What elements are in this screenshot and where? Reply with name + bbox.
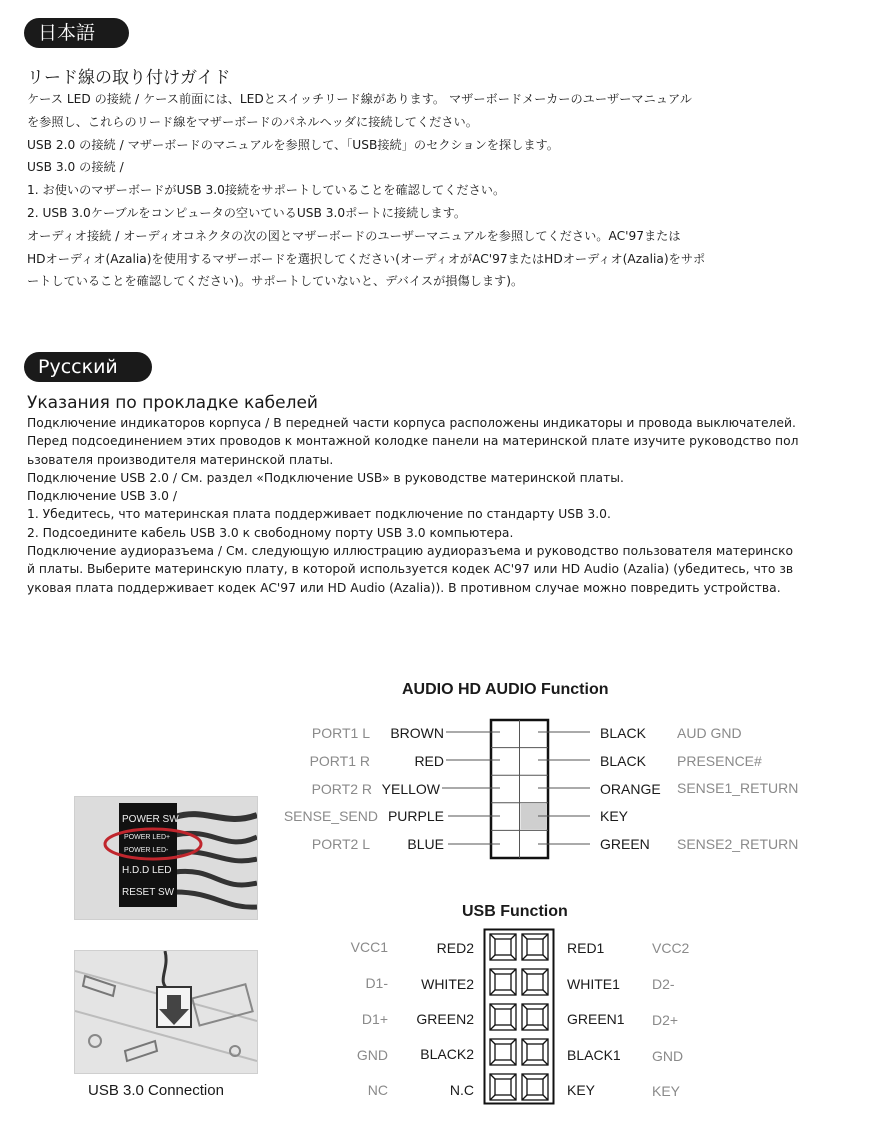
audio-right-wire-color: GREEN (600, 836, 650, 852)
usb-right-wire-color: RED1 (567, 940, 605, 956)
usb-right-signal: VCC2 (652, 940, 690, 956)
key-pin (521, 804, 548, 830)
usb-right-wire-color: GREEN1 (567, 1011, 625, 1027)
instruction-line: 1. お使いのマザーボードがUSB 3.0接続をサポートしていることを確認してください。 (27, 183, 506, 198)
usb-right-signal: KEY (652, 1083, 681, 1099)
usb3-connection-photo (74, 950, 258, 1074)
usb-right-signal: D2+ (652, 1012, 679, 1028)
usb-left-wire-color: GREEN2 (416, 1011, 474, 1027)
instruction-line: USB 3.0 の接続 / (27, 160, 124, 175)
audio-left-signal: PORT2 L (311, 836, 370, 852)
instruction-line: ケース LED の接続 / ケース前面には、LEDとスイッチリード線があります。 マザーボードメーカーのユーザーマニュアル (27, 92, 692, 106)
usb-right-wire-color: BLACK1 (567, 1047, 621, 1063)
audio-right-wire-color: BLACK (600, 753, 646, 769)
language-badge-japanese: 日本語 (24, 18, 129, 48)
audio-left-wire-color: BLUE (407, 836, 444, 852)
instruction-line: ьзователя производителя материнской платы. (27, 452, 334, 467)
instructions-russian (27, 414, 867, 597)
power-sw-label: POWER SW (122, 814, 179, 825)
instruction-line: USB 2.0 の接続 / マザーボードのマニュアルを参照して、「USB接続」のセクションを探します。 (27, 137, 559, 152)
instructions-japanese (27, 88, 867, 293)
audio-right-wire-color: KEY (600, 808, 629, 824)
audio-right-signal: AUD GND (677, 725, 742, 741)
instruction-line: 2. Подсоедините кабель USB 3.0 к свободному порту USB 3.0 компьютера. (27, 525, 514, 540)
instruction-line: ートしていることを確認してください)。サポートしていないと、デバイスが損傷します)。 (27, 274, 524, 289)
section-heading-japanese: リード線の取り付けガイド (27, 68, 231, 88)
power-led-plus-label: POWER LED+ (124, 834, 171, 841)
instruction-line: уковая плата поддерживает кодек AC'97 или HD Audio (Azalia)). В противном случае можно повредить устройства. (27, 580, 781, 595)
usb-right-signal: GND (652, 1048, 684, 1064)
audio-left-wire-color: PURPLE (387, 808, 444, 824)
usb-function-title: USB Function (462, 903, 568, 920)
instruction-line: Подключение индикаторов корпуса / В передней части корпуса расположены индикаторы и провода выключателей. (27, 416, 796, 430)
audio-left-signal: PORT1 L (311, 725, 370, 741)
audio-left-signal: PORT1 R (309, 753, 370, 769)
usb3-connection-caption: USB 3.0 Connection (88, 1082, 224, 1099)
language-badge-russian: Русский (24, 352, 152, 382)
audio-function-title: AUDIO HD AUDIO Function (402, 681, 609, 698)
audio-right-wire-color: ORANGE (600, 781, 661, 797)
instruction-line: を参照し、これらのリード線をマザーボードのパネルヘッダに接続してください。 (27, 114, 478, 129)
reset-sw-label: RESET SW (122, 887, 175, 898)
usb-header-diagram (483, 928, 555, 1106)
audio-right-signal: SENSE1_RETURN (677, 780, 799, 796)
audio-header-diagram (440, 715, 590, 865)
front-panel-connector-illustration (75, 797, 257, 919)
usb-right-signal: D2- (652, 976, 675, 992)
instruction-line: й платы. Выберите материнскую плату, в которой используется кодек AC'97 или HD Audio (Azalia) (убедитесь, что зв (27, 562, 794, 577)
instruction-line: Подключение аудиоразъема / См. следующую иллюстрацию аудиоразъема и руководство пользователя материнско (27, 544, 794, 559)
audio-left-wire-color: RED (414, 753, 444, 769)
usb-right-wire-color: KEY (567, 1082, 596, 1098)
usb-left-signal: GND (356, 1047, 388, 1063)
usb-right-wire-color: WHITE1 (567, 976, 620, 992)
usb-left-wire-color: WHITE2 (421, 976, 474, 992)
instruction-line: HDオーディオ(Azalia)を使用するマザーボードを選択してください(オーディオがAC'97またはHDオーディオ(Azalia)をサポ (27, 251, 706, 266)
usb-left-signal: D1+ (361, 1011, 388, 1027)
usb-left-signal: NC (367, 1082, 388, 1098)
audio-right-signal: PRESENCE# (677, 753, 762, 769)
usb-left-signal: VCC1 (350, 939, 388, 955)
audio-right-wire-color: BLACK (600, 725, 646, 741)
audio-left-wire-color: BROWN (390, 725, 444, 741)
audio-left-wire-color: YELLOW (381, 781, 440, 797)
usb-left-wire-color: RED2 (436, 940, 474, 956)
instruction-line: 1. Убедитесь, что материнская плата поддерживает подключение по стандарту USB 3.0. (27, 507, 611, 522)
hdd-led-label: H.D.D LED (122, 865, 172, 876)
instruction-line: 2. USB 3.0ケーブルをコンピュータの空いているUSB 3.0ポートに接続します。 (27, 205, 467, 220)
usb-left-wire-color: N.C (449, 1082, 474, 1098)
instruction-line: Подключение USB 2.0 / См. раздел «Подключение USB» в руководстве материнской платы. (27, 470, 624, 485)
section-heading-russian: Указания по прокладке кабелей (27, 393, 318, 413)
front-panel-connector-photo (74, 796, 258, 920)
instruction-line: Подключение USB 3.0 / (27, 489, 178, 504)
instruction-line: Перед подсоединением этих проводов к монтажной колодке панели на материнской плате изучите руководство пол (27, 434, 799, 449)
instruction-line: オーディオ接続 / オーディオコネクタの次の図とマザーボードのユーザーマニュアルを参照してください。AC'97または (27, 228, 681, 243)
audio-right-signal: SENSE2_RETURN (677, 836, 799, 852)
power-led-minus-label: POWER LED- (124, 847, 169, 854)
audio-left-signal: SENSE_SEND (283, 808, 378, 824)
audio-left-signal: PORT2 R (311, 781, 372, 797)
usb-left-signal: D1- (365, 975, 388, 991)
usb3-board-illustration (75, 951, 257, 1073)
usb-left-wire-color: BLACK2 (420, 1046, 474, 1062)
